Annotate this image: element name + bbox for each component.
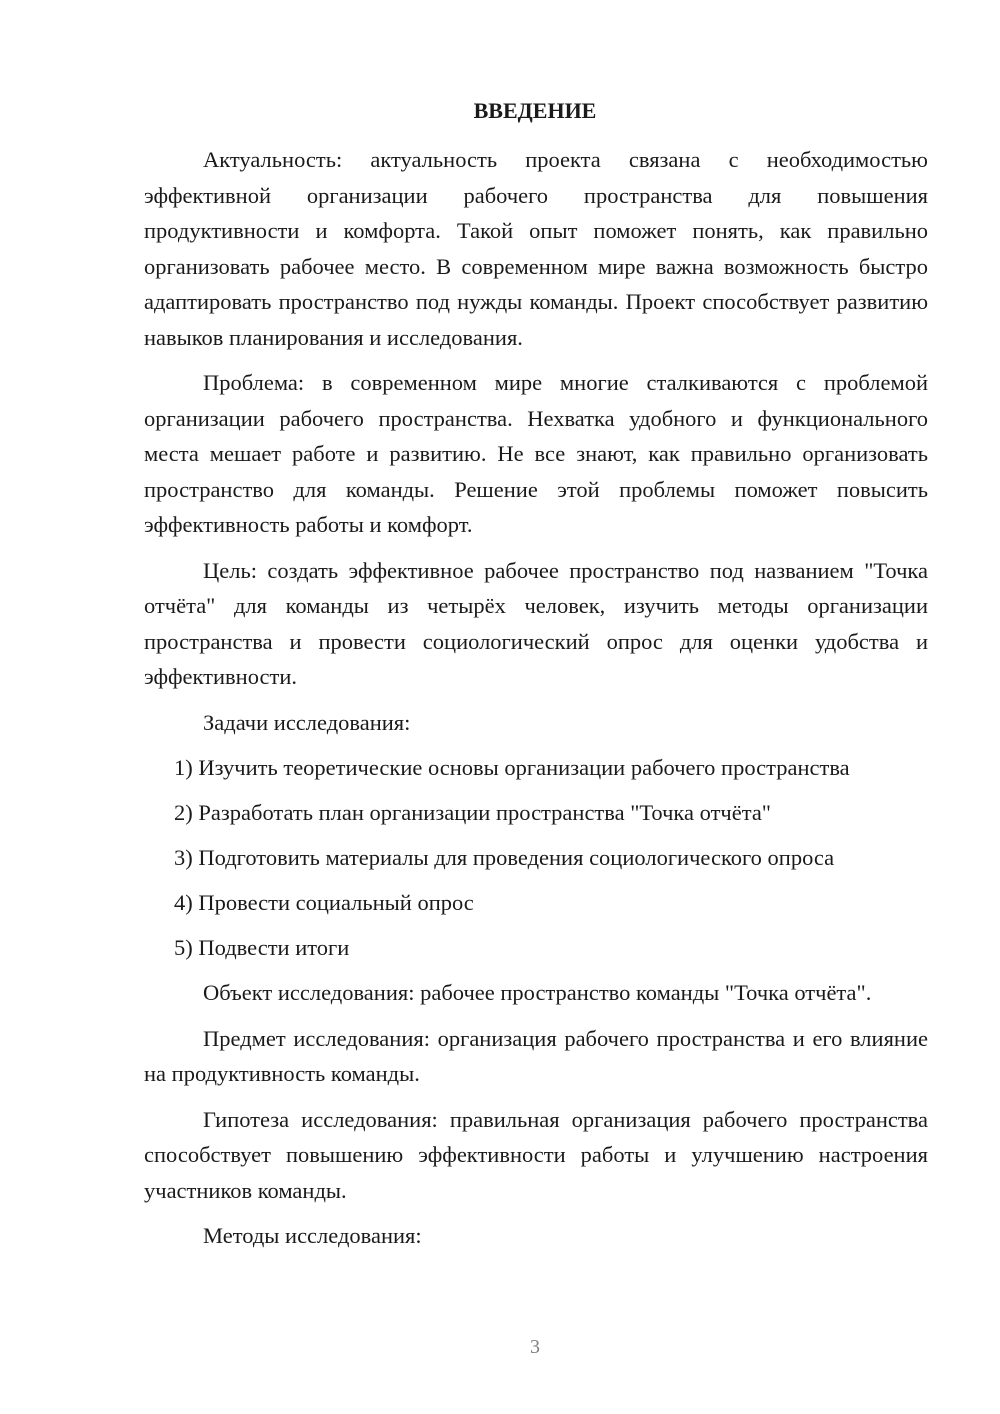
paragraph-subject: Предмет исследования: организация рабочего пространства и его влияние на продуктивность команды. [144,1025,928,1086]
paragraph-object: Объект исследования: рабочее пространство команды "Точка отчёта". [203,980,872,1005]
page-title: ВВЕДЕНИЕ [473,98,597,123]
paragraph-problem: Проблема: в современном мире многие сталкиваются с проблемой организации рабочего пространства. Нехватка удобного и функционального места мешает работе и развитию. Не все знают, как правильно организовать пространство для команды. Решение этой проблемы поможет повысить эффективность работы и комфорт. [144,370,928,537]
paragraph-goal: Цель: создать эффективное рабочее пространство под названием "Точка отчёта" для команды из четырёх человек, изучить методы организации пространства и провести социологический опрос для оценки удобства и эффективности. [144,557,928,689]
tasks-list [144,750,928,966]
paragraph-relevance: Актуальность: актуальность проекта связана с необходимостью эффективной организации рабочего пространства для повышения продуктивности и комфорта. Такой опыт поможет понять, как правильно организовать рабочее место. В современном мире важна возможность быстро адаптировать пространство под нужды команды. Проект способствует развитию навыков планирования и исследования. [144,147,928,350]
paragraph-hypothesis: Гипотеза исследования: правильная организация рабочего пространства способствует повышению эффективности работы и улучшению настроения участников команды. [144,1106,928,1203]
methods-heading: Методы исследования: [203,1223,422,1248]
page-body [144,142,928,1264]
list-item: 1) Изучить теоретические основы организации рабочего пространства [174,755,850,780]
list-item: 4) Провести социальный опрос [174,890,474,915]
list-item: 3) Подготовить материалы для проведения социологического опроса [174,845,835,870]
tasks-heading: Задачи исследования: [203,709,411,735]
page-number: 3 [530,1336,540,1358]
list-item: 2) Разработать план организации пространства "Точка отчёта" [174,800,771,825]
list-item: 5) Подвести итоги [174,935,350,960]
